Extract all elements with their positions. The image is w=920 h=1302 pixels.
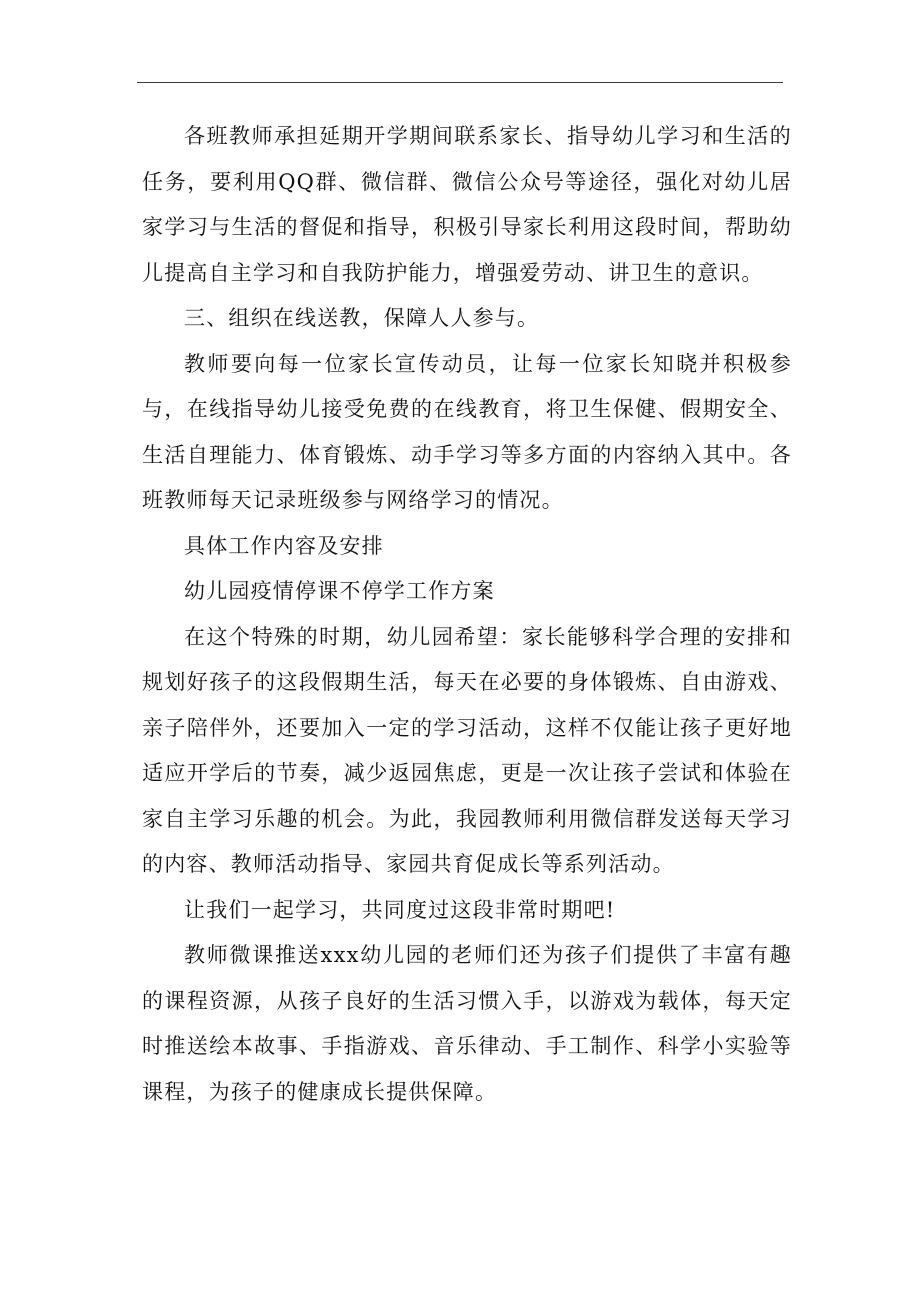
header-rule — [137, 82, 783, 83]
paragraph-teacher-mobilization: 教师要向每一位家长宣传动员，让每一位家长知晓并积极参与，在线指导幼儿接受免费的在线教育，将卫生保健、假期安全、生活自理能力、体育锻炼、动手学习等多方面的内容纳入其中。各班教师每天记录班级参与网络学习的情况。 — [142, 351, 792, 512]
paragraph-micro-lessons: 教师微课推送xxx幼儿园的老师们还为孩子们提供了丰富有趣的课程资源，从孩子良好的生活习惯入手，以游戏为载体，每天定时推送绘本故事、手指游戏、音乐律动、手工制作、科学小实验等课程，为孩子的健康成长提供保障。 — [142, 943, 792, 1104]
paragraph-special-period: 在这个特殊的时期，幼儿园希望：家长能够科学合理的安排和规划好孩子的这段假期生活，每天在必要的身体锻炼、自由游戏、亲子陪伴外，还要加入一定的学习活动，这样不仅能让孩子更好地适应开学后的节奏，减少返园焦虑，更是一次让孩子尝试和体验在家自主学习乐趣的机会。为此，我园教师利用微信群发送每天学习的内容、教师活动指导、家园共育促成长等系列活动。 — [142, 624, 792, 876]
heading-work-plan: 幼儿园疫情停课不停学工作方案 — [184, 579, 495, 603]
paragraph-contact-parents: 各班教师承担延期开学期间联系家长、指导幼儿学习和生活的任务，要利用QQ群、微信群、微信公众号等途径，强化对幼儿居家学习与生活的督促和指导，积极引导家长利用这段时间，帮助幼儿提高自主学习和自我防护能力，增强爱劳动、讲卫生的意识。 — [142, 124, 792, 285]
paragraph-learn-together: 让我们一起学习，共同度过这段非常时期吧! — [184, 897, 616, 922]
section-heading-online-teaching: 三、组织在线送教，保障人人参与。 — [184, 306, 540, 330]
document-body — [142, 114, 792, 1115]
heading-work-content: 具体工作内容及安排 — [184, 533, 384, 558]
